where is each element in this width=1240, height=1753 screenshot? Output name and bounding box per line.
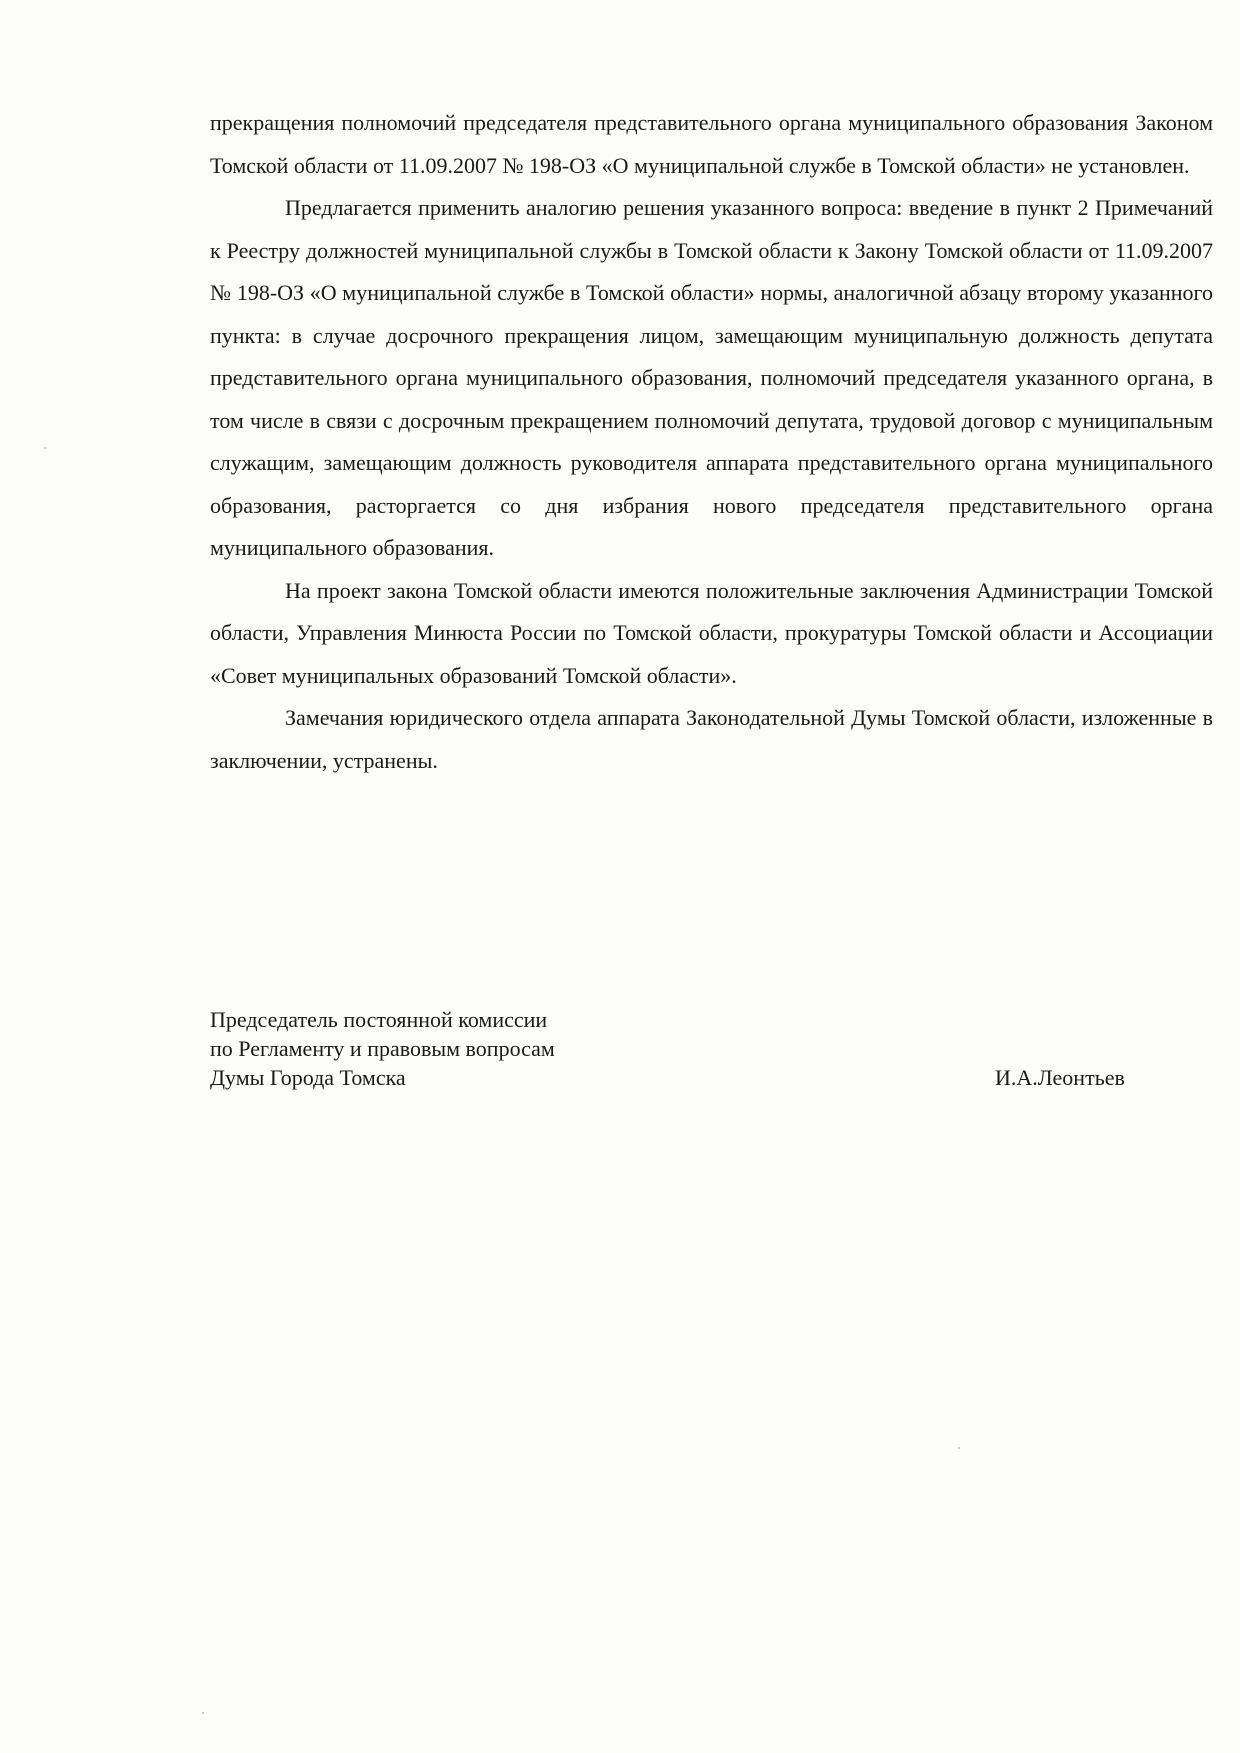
scan-speck xyxy=(202,1712,204,1714)
signature-title-line: по Регламенту и правовым вопросам xyxy=(210,1036,555,1061)
signature-title-line: Думы Города Томска xyxy=(210,1065,406,1090)
scan-speck xyxy=(958,1447,960,1449)
signature-title xyxy=(210,1005,555,1092)
paragraph-proposal: Предлагается применить аналогию решения указанного вопроса: введение в пункт 2 Примечаний к Реестру должностей муниципальной службы в Томской области к Закону Томской области от 11.09.2007 № 198-ОЗ «О муниципальной службе в Томской области» нормы, аналогичной абзацу второму указанного пункта: в случае досрочного прекращения лицом, замещающим муниципальную должность депутата представительного органа муниципального образования, полномочий председателя указанного органа, в том числе в связи с досрочным прекращением полномочий депутата, трудовой договор с муниципальным служащим, замещающим должность руководителя аппарата представительного органа муниципального образования, расторгается со дня избрания нового председателя представительного органа муниципального образования. xyxy=(210,195,1213,560)
paragraph-conclusions: На проект закона Томской области имеются положительные заключения Администрации Томской области, Управления Минюста России по Томской области, прокуратуры Томской области и Ассоциации «Совет муниципальных образований Томской области». xyxy=(210,577,1213,688)
signature-title-line: Председатель постоянной комиссии xyxy=(210,1007,548,1032)
scan-speck xyxy=(44,447,46,449)
signatory-name: И.А.Леонтьев xyxy=(995,1065,1125,1090)
document-body xyxy=(210,102,1213,782)
paragraph-continuation: прекращения полномочий председателя представительного органа муниципального образования Законом Томской области от 11.09.2007 № 198-ОЗ «О муниципальной службе в Томской области» не установлен. xyxy=(210,110,1213,178)
paragraph-remarks: Замечания юридического отдела аппарата Законодательной Думы Томской области, изложенные в заключении, устранены. xyxy=(210,705,1213,773)
